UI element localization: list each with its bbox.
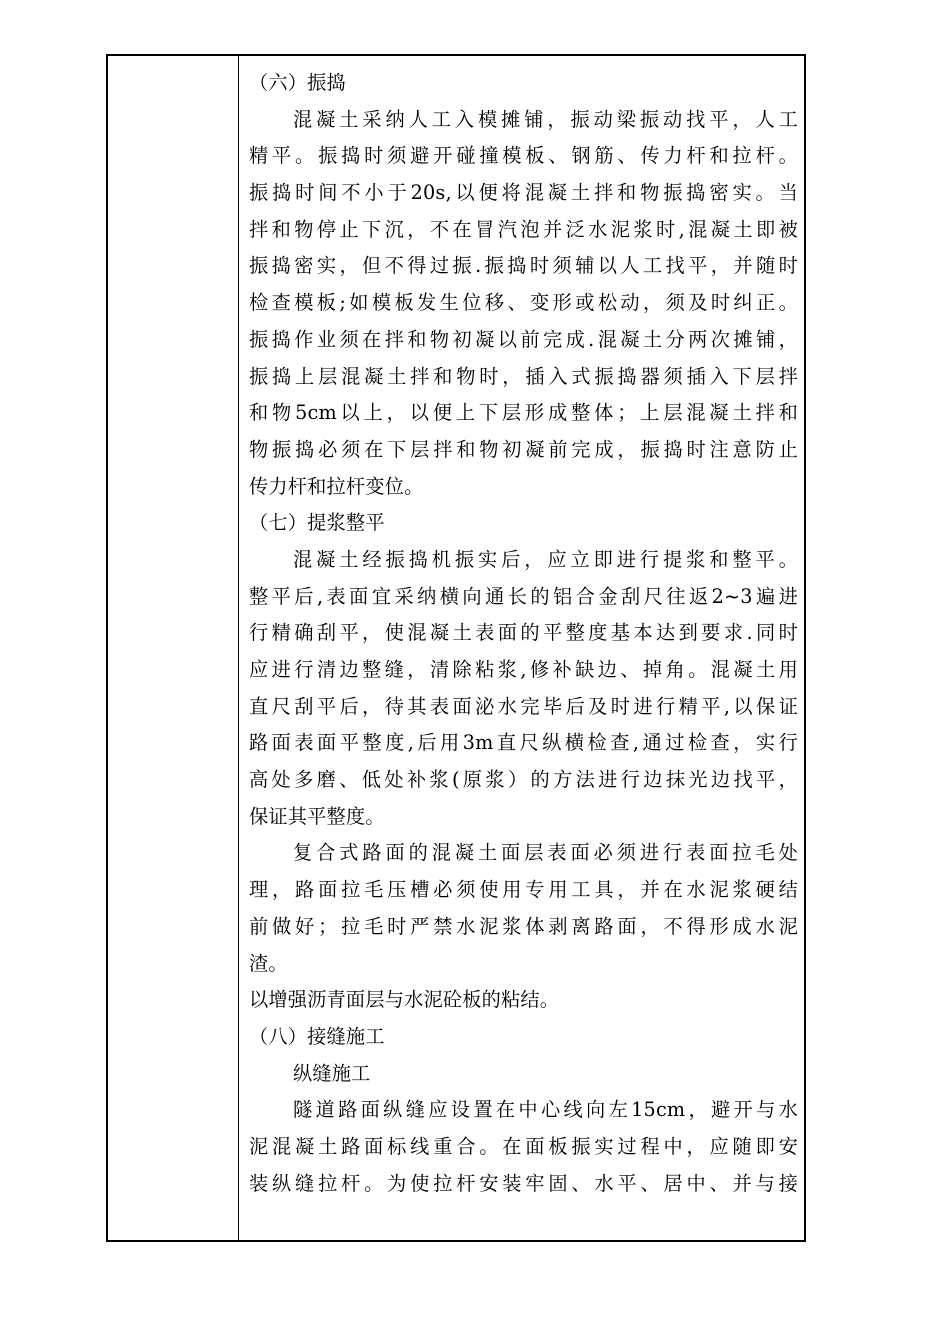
text-line: 物振捣必须在下层拌和物初凝前完成，振捣时注意防止: [249, 437, 798, 461]
document-table: [106, 54, 806, 1242]
text-line: 拌和物停止下沉，不在冒汽泡并泛水泥浆时,混凝土即被: [249, 217, 798, 241]
text-line: 振捣上层混凝土拌和物时，插入式振捣器须插入下层拌: [249, 364, 798, 388]
text-line: 整平后,表面宜采纳横向通长的铝合金刮尺往返2~3遍进: [249, 584, 798, 608]
section-heading: （六）振捣: [249, 71, 346, 94]
text-line: 应进行清边整缝，清除粘浆,修补缺边、掉角。混凝土用: [249, 658, 798, 681]
text-line: 直尺刮平后，待其表面泌水完毕后及时进行精平,以保证: [249, 694, 798, 718]
text-line: 装纵缝拉杆。为使拉杆安装牢固、水平、居中、并与接: [249, 1171, 798, 1195]
text-line: 纵缝施工: [293, 1061, 371, 1085]
label-column-cell: [108, 56, 239, 1240]
text-line: 精平。振捣时须避开碰撞模板、钢筋、传力杆和拉杆。: [249, 144, 798, 168]
text-line: 保证其平整度。: [249, 804, 385, 828]
text-line: 行精确刮平，使混凝土表面的平整度基本达到要求.同时: [249, 621, 798, 645]
text-line: 传力杆和拉杆变位。: [249, 474, 424, 498]
text-line: 以增强沥青面层与水泥砼板的粘结。: [249, 988, 560, 1012]
text-line: 振捣时间不小于20s,以便将混凝土拌和物振捣密实。当: [249, 181, 798, 205]
text-line: 高处多磨、低处补浆(原浆）的方法进行边抹光边找平，: [249, 768, 798, 792]
text-line: 前做好；拉毛时严禁水泥浆体剥离路面，不得形成水泥: [249, 914, 798, 938]
text-line: 检查模板;如模板发生位移、变形或松动，须及时纠正。: [249, 291, 798, 315]
text-line: 振捣作业须在拌和物初凝以前完成.混凝土分两次摊铺，: [249, 327, 798, 351]
text-line: 渣。: [249, 951, 288, 975]
text-line: 路面表面平整度,后用3m直尺纵横检查,通过检查，实行: [249, 731, 798, 755]
section-heading: （七）提浆整平: [249, 511, 385, 535]
text-line: 振捣密实，但不得过振.振捣时须辅以人工找平，并随时: [249, 254, 798, 278]
text-line: 隧道路面纵缝应设置在中心线向左15cm，避开与水: [293, 1098, 798, 1122]
text-line: 泥混凝土路面标线重合。在面板振实过程中，应随即安: [249, 1134, 798, 1158]
text-line: 和物5cm以上，以便上下层形成整体；上层混凝土拌和: [249, 401, 798, 425]
section-heading: （八）接缝施工: [249, 1024, 385, 1048]
text-line: 复合式路面的混凝土面层表面必须进行表面拉毛处: [293, 841, 798, 865]
text-line: 混凝土采纳人工入模摊铺，振动梁振动找平，人工: [293, 107, 798, 131]
text-line: 混凝土经振捣机振实后，应立即进行提浆和整平。: [293, 547, 798, 571]
text-line: 理，路面拉毛压槽必须使用专用工具，并在水泥浆硬结: [249, 878, 798, 902]
content-column-cell: [239, 56, 804, 1240]
